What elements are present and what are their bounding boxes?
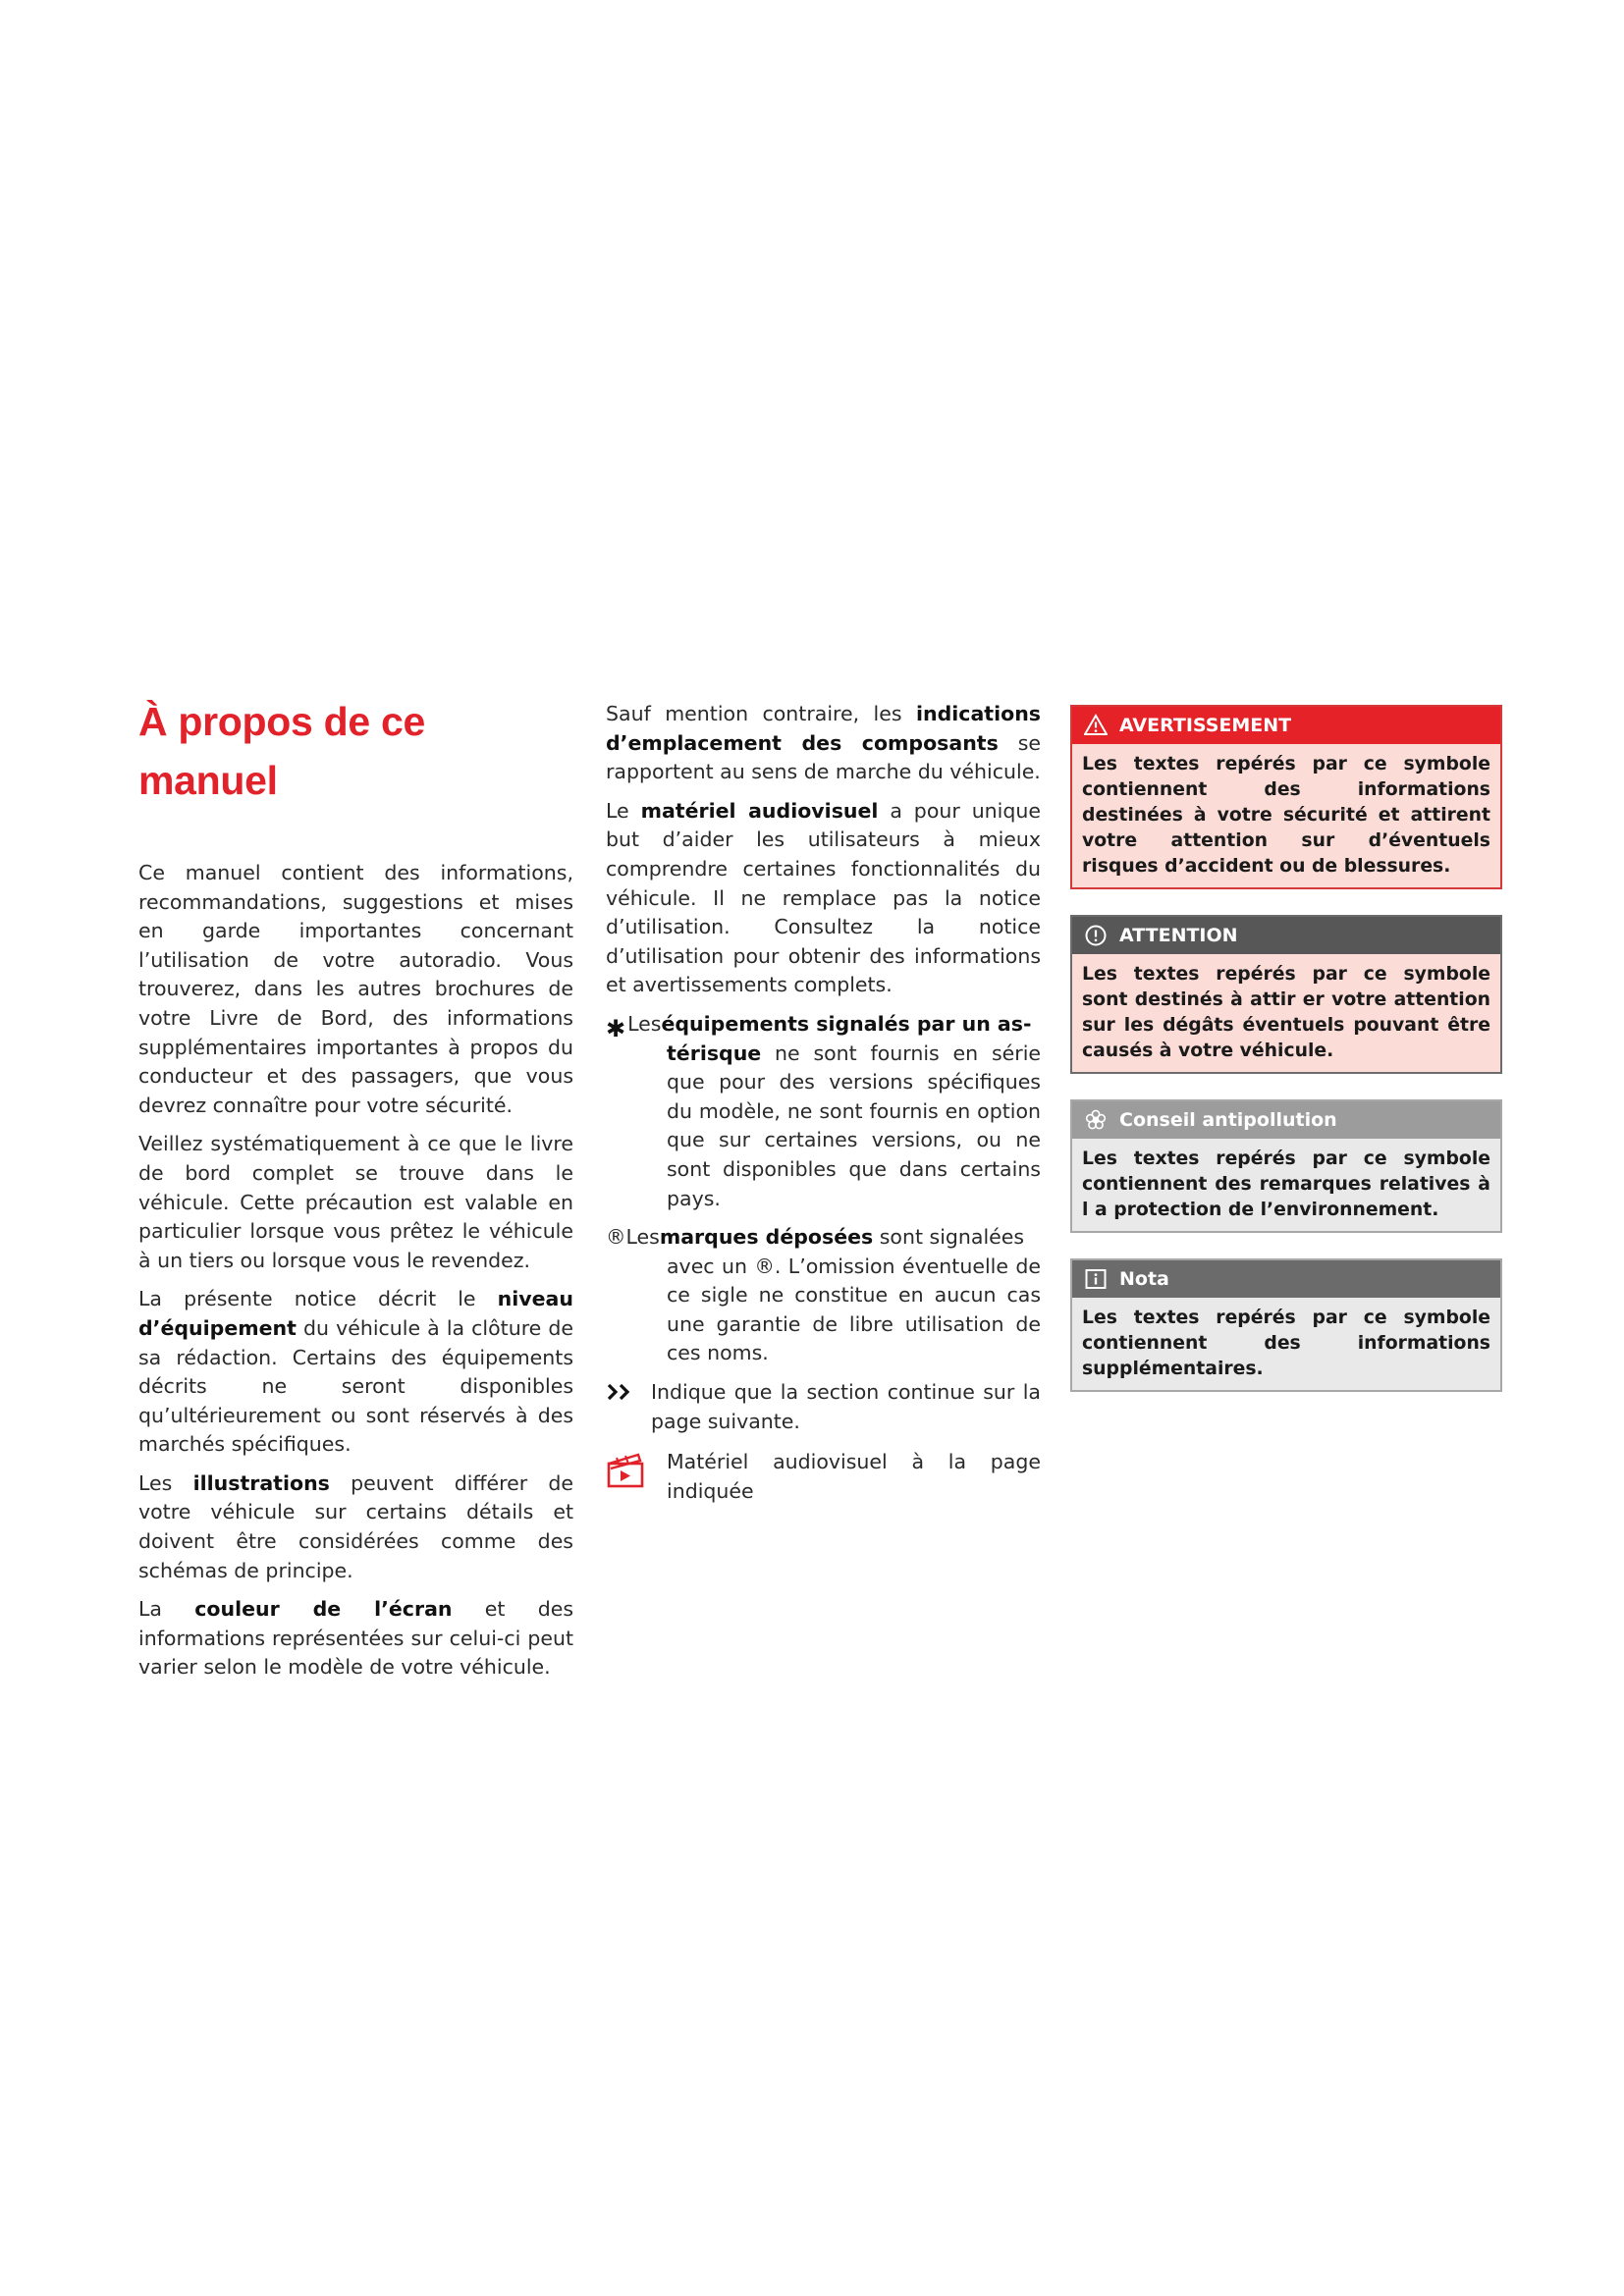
intro-paragraph: Ce manuel contient des informations, recommandations, suggestions et mises en garde importantes concernant l’utilisation de votre autoradio. Vous trouverez, dans les autres brochures de votre Livre de Bord, des informations supplémentaires importantes à propos du conducteur et des passagers, que vous devrez connaître pour votre sécurité. <box>138 861 573 1117</box>
video-item: Matériel audiovisuel à la page indiquée <box>606 1448 1041 1506</box>
info-icon <box>1084 1267 1108 1291</box>
attention-box <box>1070 915 1502 1074</box>
audiovisual-paragraph: Le matériel audiovisuel a pour unique but d’aider les utilisateurs à mieux comprendre certaines fonctionnalités du véhicule. Il ne remplace pas la notice d’utilisation. Consultez la notice d’utilisation pour obtenir des informations et avertissements complets. <box>606 798 1041 997</box>
column-left <box>138 692 573 1692</box>
screen-color-paragraph: La couleur de l’écran et des informations représentées sur celui-ci peut varier selon le modèle de votre véhicule. <box>138 1597 573 1680</box>
column-middle <box>606 692 1041 1516</box>
manual-completeness-paragraph: Veillez systématiquement à ce que le livre de bord complet se trouve dans le véhicule. Cette précaution est valable en particulier lorsque vous prêtez le véhicule à un tiers ou lorsque vous le revendez. <box>138 1132 573 1272</box>
attention-box-header: ATTENTION <box>1072 917 1500 954</box>
environment-box-header: Conseil antipollution <box>1072 1101 1500 1139</box>
asterisk-icon: ✱ <box>606 1014 626 1042</box>
video-clapperboard-icon <box>606 1452 645 1498</box>
warning-box-header: AVERTISSEMENT <box>1072 707 1500 744</box>
equipment-level-paragraph: La présente notice décrit le niveau d’équipement du véhicule à la clôture de sa rédaction. Certains des équipements décrits ne seront disponibles qu’ultérieurement ou sont réservés à des marchés spécifiques. <box>138 1287 573 1457</box>
note-box <box>1070 1258 1502 1392</box>
column-right <box>1070 705 1502 1417</box>
page-title: À propos de ce manuel <box>138 699 425 803</box>
asterisk-item: ✱Leséquipements signalés par un as- térisque ne sont fournis en série que pour des versions spécifiques du modèle, ne sont fournis en option que sur certaines versions, ou ne sont disponibles que dans certains pays. <box>606 1011 1041 1210</box>
flower-icon <box>1084 1108 1108 1132</box>
environment-box-text: Les textes repérés par ce symbole contiennent des remarques relatives à l a protection de l’environnement. <box>1072 1139 1500 1231</box>
warning-box-text: Les textes repérés par ce symbole contiennent des informations destinées à votre sécurité et attirent votre attention sur d’éventuels risques d’accident ou de blessures. <box>1072 744 1500 887</box>
continue-item: Indique que la section continue sur la page suivante. <box>606 1378 1041 1436</box>
environment-box <box>1070 1099 1502 1233</box>
registered-trademark-item: ®Lesmarques déposées sont signalées avec un ®. L’omission éventuelle de ce sigle ne constitue en aucun cas une garantie de libre utilisation de ces noms. <box>606 1225 1041 1365</box>
illustrations-paragraph: Les illustrations peuvent différer de votre véhicule sur certains détails et doivent être considérées comme des schémas de principe. <box>138 1470 573 1582</box>
warning-triangle-icon <box>1084 714 1108 737</box>
component-location-paragraph: Sauf mention contraire, les indications d’emplacement des composants se rapportent au sens de marche du véhicule. <box>606 702 1041 784</box>
warning-box <box>1070 705 1502 889</box>
note-box-header: Nota <box>1072 1260 1500 1298</box>
double-chevron-right-icon <box>606 1380 635 1413</box>
exclamation-circle-icon <box>1084 924 1108 947</box>
attention-box-text: Les textes repérés par ce symbole sont destinés à attir er votre attention sur les dégâts éventuels pouvant être causés à votre véhicule. <box>1072 954 1500 1072</box>
note-box-text: Les textes repérés par ce symbole contiennent des informations supplémentaires. <box>1072 1298 1500 1390</box>
